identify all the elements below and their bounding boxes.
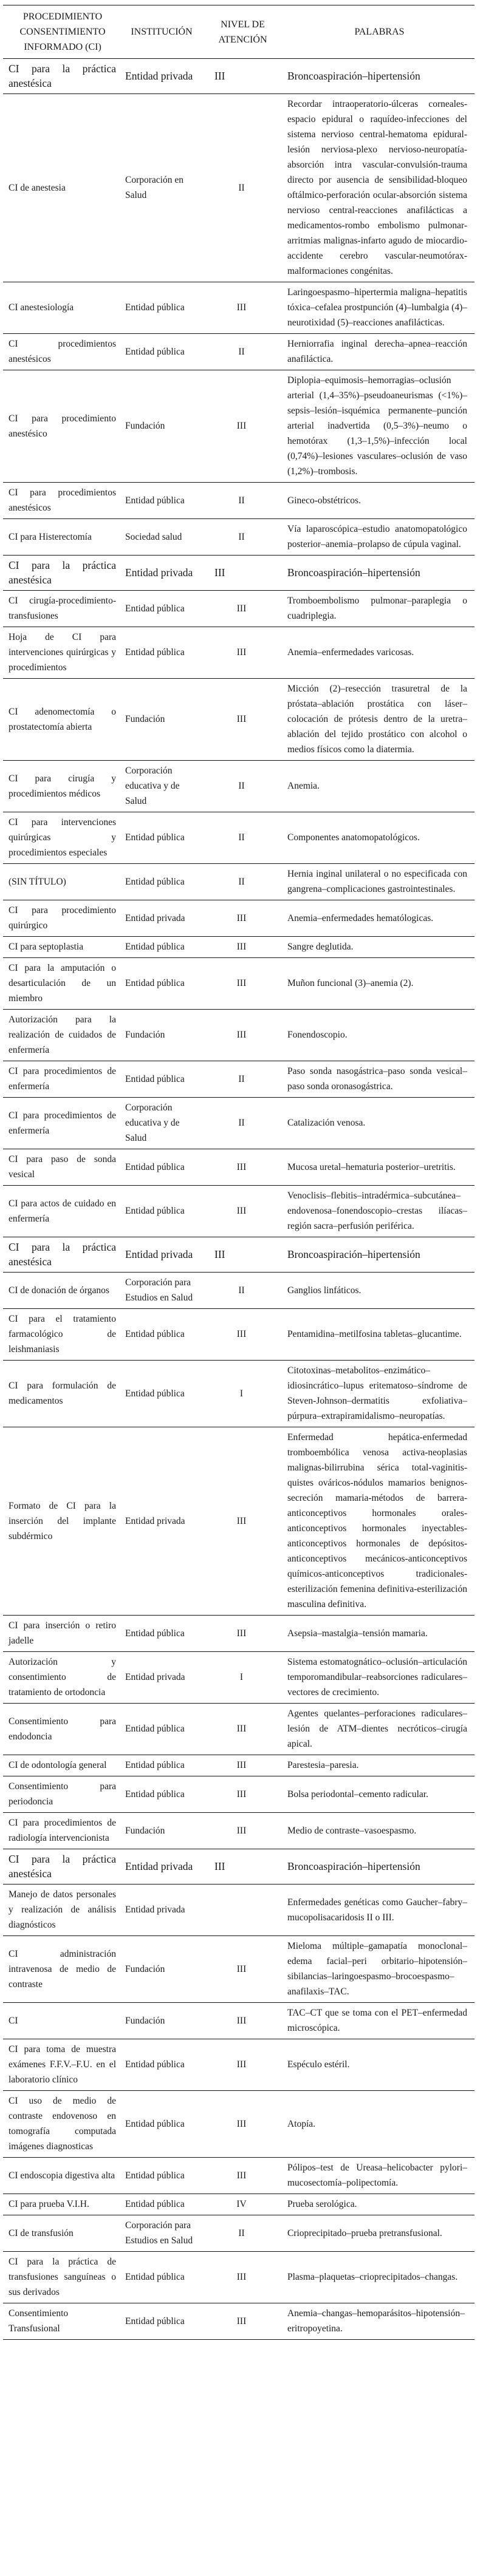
institution-cell: Corporación educativa y de Salud	[122, 761, 201, 812]
words-cell: Broncoaspiración–hipertensión	[284, 556, 474, 591]
table-row	[3, 679, 474, 761]
institution-cell: Entidad pública	[122, 937, 201, 958]
institution-cell: Corporación educativa y de Salud	[122, 1098, 201, 1149]
table-row	[3, 2158, 474, 2194]
level-cell: III	[201, 1936, 284, 2003]
level-cell: II	[201, 1061, 284, 1098]
words-cell: Vía laparoscópica–estudio anatomopatológico posterior–anemia–prolapso de cúpula vaginal.	[284, 519, 474, 556]
words-cell: Recordar intraoperatorio-úlceras corneales-espacio epidural o raquídeo-infecciones del sistema nervioso central-hematoma epidural-lesión nerviosa-plexo nervioso-neuropatía-absorción intra vascular-convulsión-trauma directo por ausencia de sensibilidad-bloqueo oftálmico-perforación ocular-absorción sistema nervioso central-reacciones anafilácticas a medicamentos-rombo embolismo pulmonar-arritmias malignas-infarto agudo de miocardio-accidente cerebro vascular-neumotórax-malformaciones congénitas.	[284, 94, 474, 282]
table-row	[3, 2003, 474, 2039]
words-cell: Broncoaspiración–hipertensión	[284, 1237, 474, 1273]
level-cell: III	[201, 59, 284, 94]
words-cell: Asepsia–mastalgia–tensión mamaria.	[284, 1616, 474, 1652]
procedure-cell: CI procedimientos anestésicos	[3, 334, 122, 370]
words-cell: Plasma–plaquetas–crioprecipitados–changas.	[284, 2252, 474, 2303]
procedure-cell: Consentimiento Transfusional	[3, 2303, 122, 2340]
institution-cell: Entidad privada	[122, 1884, 201, 1936]
institution-cell: Entidad pública	[122, 2194, 201, 2215]
table-row	[3, 370, 474, 483]
table-row	[3, 1884, 474, 1936]
words-cell: Pólipos–test de Ureasa–helicobacter pylori–mucosectomía–polipectomía.	[284, 2158, 474, 2194]
words-cell: Hernia inginal unilateral o no especificada con gangrena–complicaciones gastrointestinales.	[284, 864, 474, 900]
institution-cell: Entidad pública	[122, 1186, 201, 1237]
words-cell: TAC–CT que se toma con el PET–enfermedad microscópica.	[284, 2003, 474, 2039]
level-cell: II	[201, 864, 284, 900]
institution-cell: Entidad pública	[122, 2252, 201, 2303]
words-cell: Broncoaspiración–hipertensión	[284, 59, 474, 94]
words-cell: Paso sonda nasogástrica–paso sonda vesical–paso sonda oronasogástrica.	[284, 1061, 474, 1098]
level-cell: IV	[201, 2194, 284, 2215]
table-row	[3, 519, 474, 556]
words-cell: Anemia.	[284, 761, 474, 812]
institution-cell: Fundación	[122, 370, 201, 483]
table-row	[3, 2252, 474, 2303]
level-cell: III	[201, 2303, 284, 2340]
level-cell	[201, 1884, 284, 1936]
table-body	[3, 59, 474, 2340]
words-cell: Espéculo estéril.	[284, 2039, 474, 2091]
institution-cell: Sociedad salud	[122, 519, 201, 556]
institution-cell: Entidad pública	[122, 864, 201, 900]
words-cell: Anemia–enfermedades hematólogicas.	[284, 900, 474, 937]
table-row	[3, 1010, 474, 1061]
header-level: NIVEL DE ATENCIÓN	[201, 5, 284, 59]
procedure-cell: CI para la práctica de transfusiones sanguíneas o sus derivados	[3, 2252, 122, 2303]
institution-cell: Fundación	[122, 1936, 201, 2003]
words-cell: Muñon funcional (3)–anemia (2).	[284, 958, 474, 1010]
table-row	[3, 761, 474, 812]
words-cell: Catalización venosa.	[284, 1098, 474, 1149]
procedure-cell: CI para la práctica anestésica	[3, 59, 122, 94]
level-cell: III	[201, 282, 284, 334]
words-cell: Medio de contraste–vasoespasmo.	[284, 1813, 474, 1849]
words-cell: Crioprecipitado–prueba pretransfusional.	[284, 2215, 474, 2252]
procedure-cell: Hoja de CI para intervenciones quirúrgicas y procedimientos	[3, 627, 122, 679]
level-cell: III	[201, 2039, 284, 2091]
institution-cell: Fundación	[122, 2003, 201, 2039]
procedure-cell: CI para procedimientos de enfermería	[3, 1061, 122, 1098]
words-cell: Broncoaspiración–hipertensión	[284, 1849, 474, 1884]
institution-cell: Entidad privada	[122, 900, 201, 937]
table-row	[3, 864, 474, 900]
institution-cell: Fundación	[122, 1813, 201, 1849]
institution-cell: Entidad pública	[122, 334, 201, 370]
level-cell: III	[201, 1237, 284, 1273]
words-cell: Micción (2)–resección trasuretral de la próstata–ablación prostática con láser–colocación de prótesis dentro de la uretra–ablación del tejido prostático con alcohol o medios físicos como la diatermia.	[284, 679, 474, 761]
table-row	[3, 1652, 474, 1704]
procedure-cell: Autorización y consentimiento de tratamiento de ortodoncia	[3, 1652, 122, 1704]
table-row	[3, 937, 474, 958]
institution-cell: Entidad pública	[122, 1149, 201, 1186]
table-row	[3, 1149, 474, 1186]
level-cell: III	[201, 1427, 284, 1616]
words-cell: Sistema estomatognático–oclusión–articulación temporomandibular–reabsorciones radiculares–vectores de crecimiento.	[284, 1652, 474, 1704]
words-cell: Enfermedades genéticas como Gaucher–fabry–mucopolisacaridosis II o III.	[284, 1884, 474, 1936]
table-row	[3, 1616, 474, 1652]
words-cell: Fonendoscopio.	[284, 1010, 474, 1061]
procedure-cell: CI para la amputación o desarticulación de un miembro	[3, 958, 122, 1010]
level-cell: III	[201, 1010, 284, 1061]
institution-cell: Corporación en Salud	[122, 94, 201, 282]
level-cell: I	[201, 1361, 284, 1427]
procedure-cell: CI para septoplastia	[3, 937, 122, 958]
words-cell: Laringoespasmo–hipertermia maligna–hepatitis tóxica–cefalea prostpunción (4)–lumbalgia (4)–neurotixidad (5)–reacciones anafilácticas.	[284, 282, 474, 334]
institution-cell: Entidad pública	[122, 2303, 201, 2340]
procedure-cell: Consentimiento para periodoncia	[3, 1776, 122, 1813]
institution-cell: Entidad pública	[122, 1616, 201, 1652]
procedure-cell: CI	[3, 2003, 122, 2039]
institution-cell: Entidad pública	[122, 958, 201, 1010]
institution-cell: Entidad privada	[122, 1849, 201, 1884]
institution-cell: Corporación para Estudios en Salud	[122, 1273, 201, 1309]
table-row	[3, 1776, 474, 1813]
table-row	[3, 2039, 474, 2091]
institution-cell: Entidad pública	[122, 1755, 201, 1776]
level-cell: III	[201, 1776, 284, 1813]
procedure-cell: CI cirugía-procedimiento-transfusiones	[3, 591, 122, 627]
level-cell: III	[201, 1849, 284, 1884]
table-row	[3, 1936, 474, 2003]
level-cell: II	[201, 761, 284, 812]
level-cell: III	[201, 2003, 284, 2039]
level-cell: III	[201, 591, 284, 627]
institution-cell: Fundación	[122, 1010, 201, 1061]
words-cell: Agentes quelantes–perforaciones radiculares–lesión de ATM–dientes necróticos–cirugía apical.	[284, 1704, 474, 1755]
procedure-cell: CI para formulación de medicamentos	[3, 1361, 122, 1427]
table-row	[3, 1309, 474, 1361]
level-cell: III	[201, 958, 284, 1010]
level-cell: III	[201, 2091, 284, 2158]
institution-cell: Entidad pública	[122, 1309, 201, 1361]
procedure-cell: CI para procedimiento quirúrgico	[3, 900, 122, 937]
words-cell: Atopía.	[284, 2091, 474, 2158]
table-row	[3, 2215, 474, 2252]
level-cell: III	[201, 370, 284, 483]
institution-cell: Entidad pública	[122, 2039, 201, 2091]
level-cell: III	[201, 1149, 284, 1186]
procedure-cell: CI para la práctica anestésica	[3, 1237, 122, 1273]
procedure-cell: CI para inserción o retiro jadelle	[3, 1616, 122, 1652]
procedure-cell: CI administración intravenosa de medio de contraste	[3, 1936, 122, 2003]
procedure-cell: Manejo de datos personales y realización de análisis diagnósticos	[3, 1884, 122, 1936]
words-cell: Mucosa uretal–hematuria posterior–uretritis.	[284, 1149, 474, 1186]
procedure-cell: CI para el tratamiento farmacológico de leishmaniasis	[3, 1309, 122, 1361]
table-row	[3, 94, 474, 282]
institution-cell: Entidad pública	[122, 1704, 201, 1755]
words-cell: Bolsa periodontal–cemento radicular.	[284, 1776, 474, 1813]
procedure-cell: CI para procedimientos anestésicos	[3, 483, 122, 519]
consent-words-table	[3, 5, 474, 2340]
procedure-cell: CI de anestesia	[3, 94, 122, 282]
level-cell: III	[201, 2252, 284, 2303]
level-cell: III	[201, 1755, 284, 1776]
procedure-cell: CI de transfusión	[3, 2215, 122, 2252]
level-cell: II	[201, 812, 284, 864]
table-row	[3, 1849, 474, 1884]
institution-cell: Entidad pública	[122, 2091, 201, 2158]
level-cell: III	[201, 556, 284, 591]
procedure-cell: CI para intervenciones quirúrgicas y procedimientos especiales	[3, 812, 122, 864]
table-row	[3, 627, 474, 679]
procedure-cell: CI de odontología general	[3, 1755, 122, 1776]
level-cell: III	[201, 2158, 284, 2194]
words-cell: Ganglios linfáticos.	[284, 1273, 474, 1309]
table-row	[3, 812, 474, 864]
table-row	[3, 1186, 474, 1237]
words-cell: Prueba serológica.	[284, 2194, 474, 2215]
table-row	[3, 282, 474, 334]
header-institution: INSTITUCIÓN	[122, 5, 201, 59]
words-cell: Diplopia–equimosis–hemorragias–oclusión arterial (1,4–35%)–pseudoaneurismas (<1%)–sepsis–lesión–isquémica permanente–punción arterial inadvertida (0,5–3%)–neumo o hemotórax (1,3–1,5%)–infección local (0,74%)–lesiones vasculares–oclusión de vaso (1,2%)–trombosis.	[284, 370, 474, 483]
words-cell: Tromboembolismo pulmonar–paraplegia o cuadriplegia.	[284, 591, 474, 627]
institution-cell: Entidad pública	[122, 483, 201, 519]
procedure-cell: CI para prueba V.I.H.	[3, 2194, 122, 2215]
level-cell: III	[201, 679, 284, 761]
level-cell: II	[201, 1098, 284, 1149]
procedure-cell: CI adenomectomía o prostatectomía abierta	[3, 679, 122, 761]
level-cell: III	[201, 1616, 284, 1652]
level-cell: III	[201, 937, 284, 958]
header-words: PALABRAS	[284, 5, 474, 59]
table-row	[3, 1361, 474, 1427]
level-cell: II	[201, 334, 284, 370]
procedure-cell: CI para procedimientos de enfermería	[3, 1098, 122, 1149]
procedure-cell: CI de donación de órganos	[3, 1273, 122, 1309]
words-cell: Sangre deglutida.	[284, 937, 474, 958]
level-cell: II	[201, 94, 284, 282]
words-cell: Parestesia–paresia.	[284, 1755, 474, 1776]
level-cell: III	[201, 1813, 284, 1849]
words-cell: Pentamidina–metilfosina tabletas–glucantime.	[284, 1309, 474, 1361]
procedure-cell: Formato de CI para la inserción del implante subdérmico	[3, 1427, 122, 1616]
procedure-cell: CI para la práctica anestésica	[3, 1849, 122, 1884]
table-row	[3, 556, 474, 591]
procedure-cell: (SIN TÍTULO)	[3, 864, 122, 900]
procedure-cell: CI uso de medio de contraste endovenoso en tomografía computada imágenes diagnosticas	[3, 2091, 122, 2158]
table-row	[3, 483, 474, 519]
procedure-cell: CI anestesiología	[3, 282, 122, 334]
words-cell: Anemia–changas–hemoparásitos–hipotensión–eritropoyetina.	[284, 2303, 474, 2340]
level-cell: III	[201, 627, 284, 679]
table-row	[3, 334, 474, 370]
table-row	[3, 591, 474, 627]
institution-cell: Entidad privada	[122, 59, 201, 94]
words-cell: Venoclisis–flebitis–intradérmica–subcutánea–endovenosa–fonendoscopio–crestas ilíacas–región sacra–perfusión periférica.	[284, 1186, 474, 1237]
institution-cell: Entidad pública	[122, 1061, 201, 1098]
procedure-cell: CI para Histerectomía	[3, 519, 122, 556]
words-cell: Enfermedad hepática-enfermedad tromboembólica venosa activa-neoplasias malignas-bilirrubina sérica total-vaginitis-quistes ováricos-nódulos mamarios benignos-secreción mamaria-métodos de barrera-anticonceptivos hormonales orales-anticonceptivos hormonales inyectables-anticonceptivos hormonales de depósitos-anticonceptivos mecánicos-anticonceptivos químicos-anticonceptivos tradicionales-esterilización femenina definitiva-esterilización masculina definitiva.	[284, 1427, 474, 1616]
level-cell: II	[201, 483, 284, 519]
table-row	[3, 2194, 474, 2215]
institution-cell: Entidad privada	[122, 1652, 201, 1704]
procedure-cell: CI para actos de cuidado en enfermería	[3, 1186, 122, 1237]
procedure-cell: CI para procedimientos de radiología intervencionista	[3, 1813, 122, 1849]
institution-cell: Entidad privada	[122, 1237, 201, 1273]
procedure-cell: CI para la práctica anestésica	[3, 556, 122, 591]
procedure-cell: CI para procedimiento anestésico	[3, 370, 122, 483]
table-row	[3, 958, 474, 1010]
words-cell: Citotoxinas–metabolitos–enzimático–idiosincrático–lupus eritematoso–síndrome de Steven-Johnson–dermatitis exfoliativa–púrpura–extrapiramidalismo–neuropatías.	[284, 1361, 474, 1427]
table-row	[3, 2303, 474, 2340]
level-cell: II	[201, 2215, 284, 2252]
institution-cell: Entidad pública	[122, 2158, 201, 2194]
institution-cell: Entidad privada	[122, 556, 201, 591]
institution-cell: Entidad pública	[122, 812, 201, 864]
table-row	[3, 900, 474, 937]
words-cell: Gineco-obstétricos.	[284, 483, 474, 519]
level-cell: II	[201, 519, 284, 556]
table-row	[3, 1061, 474, 1098]
words-cell: Componentes anatomopatológicos.	[284, 812, 474, 864]
procedure-cell: Consentimiento para endodoncia	[3, 1704, 122, 1755]
institution-cell: Entidad pública	[122, 627, 201, 679]
institution-cell: Corporación para Estudios en Salud	[122, 2215, 201, 2252]
institution-cell: Entidad pública	[122, 591, 201, 627]
level-cell: II	[201, 1273, 284, 1309]
level-cell: III	[201, 1309, 284, 1361]
table-row	[3, 59, 474, 94]
institution-cell: Entidad privada	[122, 1427, 201, 1616]
procedure-cell: Autorización para la realización de cuidados de enfermería	[3, 1010, 122, 1061]
institution-cell: Entidad pública	[122, 1361, 201, 1427]
table-row	[3, 1813, 474, 1849]
procedure-cell: CI para cirugía y procedimientos médicos	[3, 761, 122, 812]
table-row	[3, 1098, 474, 1149]
institution-cell: Fundación	[122, 679, 201, 761]
institution-cell: Entidad pública	[122, 282, 201, 334]
table-row	[3, 1273, 474, 1309]
table-row	[3, 1427, 474, 1616]
level-cell: III	[201, 1704, 284, 1755]
institution-cell: Entidad pública	[122, 1776, 201, 1813]
table-row	[3, 1237, 474, 1273]
procedure-cell: CI para paso de sonda vesical	[3, 1149, 122, 1186]
table-row	[3, 1704, 474, 1755]
procedure-cell: CI endoscopia digestiva alta	[3, 2158, 122, 2194]
words-cell: Mieloma múltiple–gamapatía monoclonal–edema facial–peri orbitario–hipotensión–sibilancias–laringoespasmo–brocoespasmo–anafilaxis–TAC.	[284, 1936, 474, 2003]
procedure-cell: CI para toma de muestra exámenes F.F.V.–F.U. en el laboratorio clínico	[3, 2039, 122, 2091]
level-cell: III	[201, 1186, 284, 1237]
level-cell: I	[201, 1652, 284, 1704]
level-cell: III	[201, 900, 284, 937]
table-header-row	[3, 5, 474, 59]
table-row	[3, 2091, 474, 2158]
header-procedure: PROCEDIMIENTO CONSENTIMIENTO INFORMADO (CI)	[3, 5, 122, 59]
table-row	[3, 1755, 474, 1776]
words-cell: Herniorrafia inginal derecha–apnea–reacción anafiláctica.	[284, 334, 474, 370]
words-cell: Anemia–enfermedades varicosas.	[284, 627, 474, 679]
